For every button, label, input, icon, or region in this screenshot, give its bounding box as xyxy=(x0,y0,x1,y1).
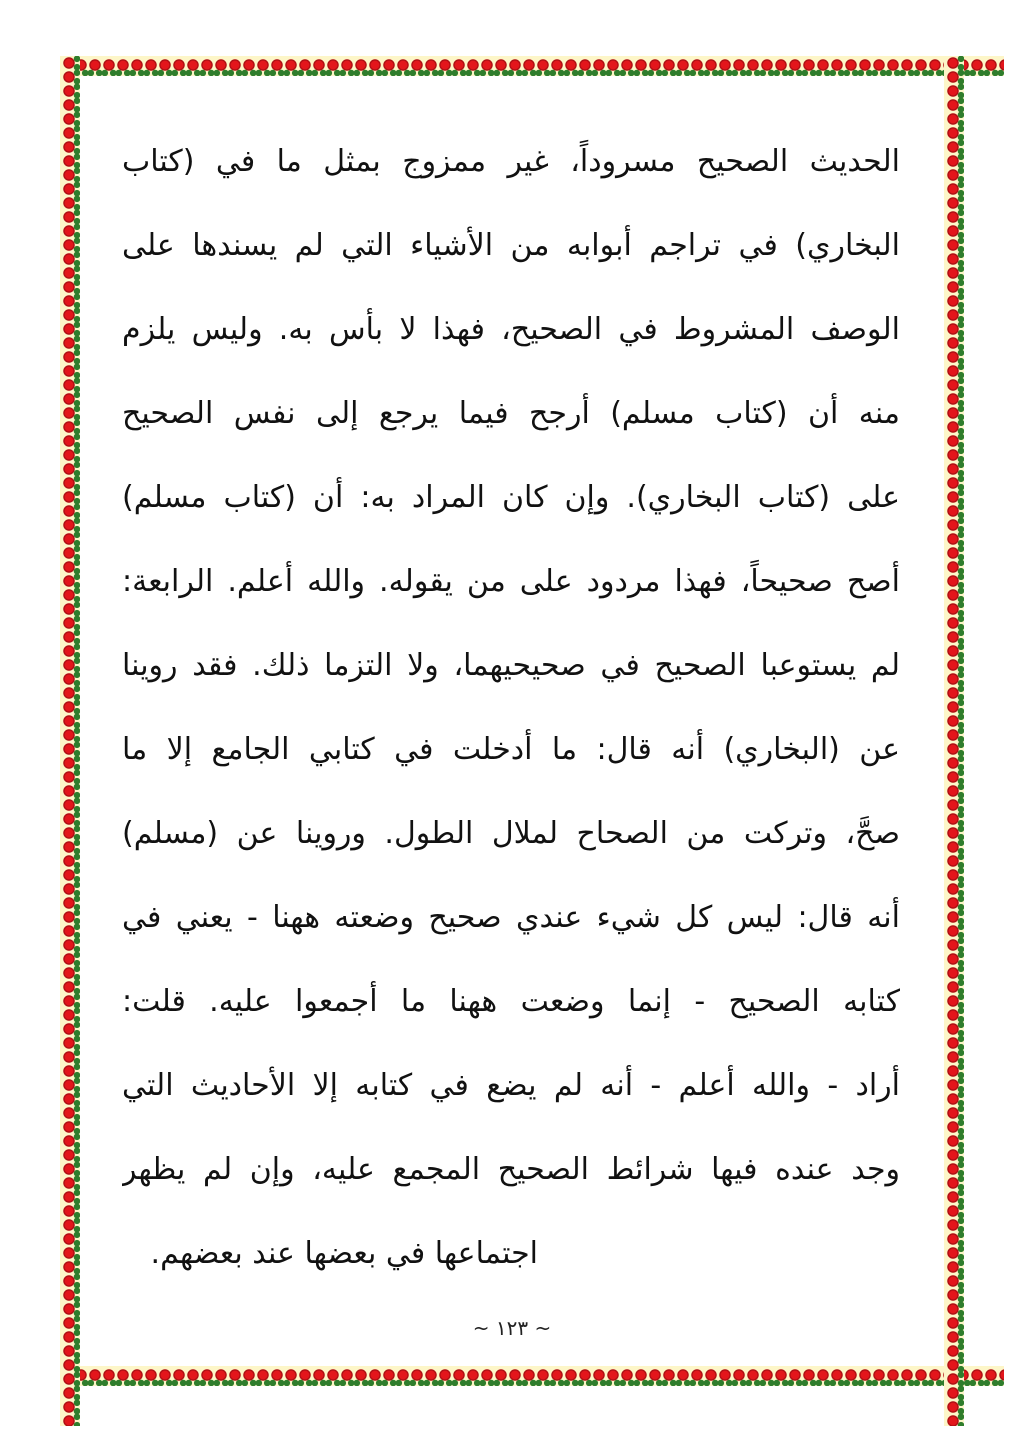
text-line-7: لم يستوعبا الصحيح في صحيحيهما، ولا التزما ذلك. فقد روينا xyxy=(122,648,900,683)
text-line-3: الوصف المشروط في الصحيح، فهذا لا بأس به. وليس يلزم xyxy=(122,312,900,347)
border-bottom xyxy=(60,1366,1004,1386)
text-line-4: منه أن (كتاب مسلم) أرجح فيما يرجع إلى نفس الصحيح xyxy=(122,396,900,431)
text-line-12: أراد - والله أعلم - أنه لم يضع في كتابه إلا الأحاديث التي xyxy=(122,1068,900,1103)
page-number: ~ ١٢٣ ~ xyxy=(472,1316,552,1340)
text-line-10: أنه قال: ليس كل شيء عندي صحيح وضعته ههنا - يعني في xyxy=(122,900,900,935)
page-body xyxy=(122,120,900,1296)
text-line-9: صحَّ، وتركت من الصحاح لملال الطول. وروينا عن (مسلم) xyxy=(122,816,900,851)
border-right xyxy=(944,56,964,1426)
border-top xyxy=(60,56,1004,76)
text-line-5: على (كتاب البخاري). وإن كان المراد به: أن (كتاب مسلم) xyxy=(122,480,900,515)
text-line-14: اجتماعها في بعضها عند بعضهم. xyxy=(150,1236,538,1271)
text-line-2: البخاري) في تراجم أبوابه من الأشياء التي لم يسندها على xyxy=(122,228,900,263)
text-line-1: الحديث الصحيح مسروداً، غير ممزوج بمثل ما في (كتاب xyxy=(122,144,900,179)
text-line-11: كتابه الصحيح - إنما وضعت ههنا ما أجمعوا عليه. قلت: xyxy=(122,984,900,1019)
text-line-8: عن (البخاري) أنه قال: ما أدخلت في كتابي الجامع إلا ما xyxy=(122,732,900,767)
text-line-6: أصح صحيحاً، فهذا مردود على من يقوله. والله أعلم. الرابعة: xyxy=(122,564,900,599)
text-line-13: وجد عنده فيها شرائط الصحيح المجمع عليه، وإن لم يظهر xyxy=(122,1152,900,1187)
border-left xyxy=(60,56,80,1426)
